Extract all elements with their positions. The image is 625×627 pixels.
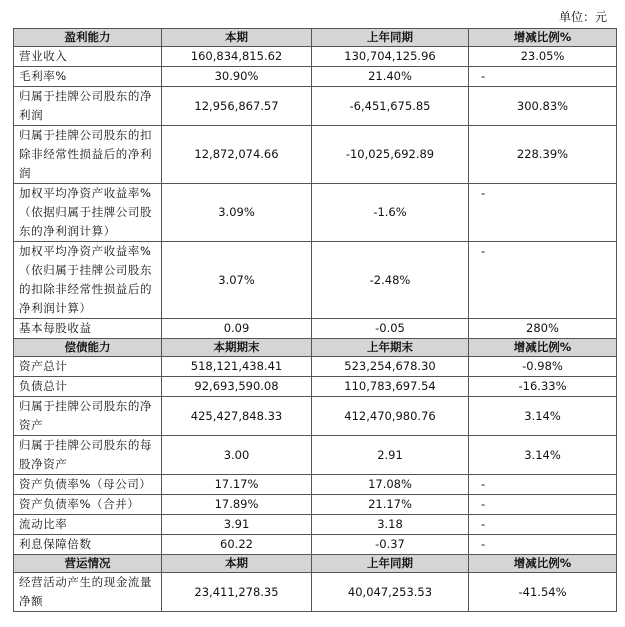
- change-value: 228.39%: [469, 126, 617, 184]
- header-cell: 增减比例%: [469, 29, 617, 47]
- current-value: 12,956,867.57: [162, 87, 312, 126]
- previous-value: 130,704,125.96: [312, 47, 469, 67]
- header-cell: 上年期末: [312, 339, 469, 357]
- section-header-solvency: [14, 339, 617, 357]
- current-value: 3.09%: [162, 184, 312, 242]
- header-cell: 盈利能力: [14, 29, 162, 47]
- previous-value: 21.40%: [312, 67, 469, 87]
- header-cell: 上年同期: [312, 29, 469, 47]
- previous-value: -0.37: [312, 535, 469, 555]
- current-value: 160,834,815.62: [162, 47, 312, 67]
- row-label: 归属于挂牌公司股东的扣除非经常性损益后的净利润: [14, 126, 162, 184]
- current-value: 92,693,590.08: [162, 377, 312, 397]
- row-label: 流动比率: [14, 515, 162, 535]
- row-label: 加权平均净资产收益率%（依归属于挂牌公司股东的扣除非经常性损益后的净利润计算）: [14, 242, 162, 319]
- header-cell: 增减比例%: [469, 339, 617, 357]
- previous-value: 17.08%: [312, 475, 469, 495]
- row-label: 基本每股收益: [14, 319, 162, 339]
- row-label: 归属于挂牌公司股东的每股净资产: [14, 436, 162, 475]
- change-value: -: [469, 515, 617, 535]
- previous-value: -10,025,692.89: [312, 126, 469, 184]
- row-label: 营业收入: [14, 47, 162, 67]
- header-cell: 增减比例%: [469, 555, 617, 573]
- change-value: 3.14%: [469, 397, 617, 436]
- previous-value: 523,254,678.30: [312, 357, 469, 377]
- change-value: 23.05%: [469, 47, 617, 67]
- table-row: [14, 515, 617, 535]
- header-cell: 本期: [162, 555, 312, 573]
- header-cell: 上年同期: [312, 555, 469, 573]
- table-row: [14, 475, 617, 495]
- table-row: [14, 397, 617, 436]
- header-cell: 本期: [162, 29, 312, 47]
- table-row: [14, 67, 617, 87]
- current-value: 60.22: [162, 535, 312, 555]
- row-label: 归属于挂牌公司股东的净利润: [14, 87, 162, 126]
- change-value: -0.98%: [469, 357, 617, 377]
- previous-value: 21.17%: [312, 495, 469, 515]
- current-value: 425,427,848.33: [162, 397, 312, 436]
- table-row: [14, 535, 617, 555]
- table-row: [14, 242, 617, 319]
- previous-value: 40,047,253.53: [312, 573, 469, 612]
- change-value: 300.83%: [469, 87, 617, 126]
- row-label: 毛利率%: [14, 67, 162, 87]
- change-value: -: [469, 184, 617, 242]
- row-label: 利息保障倍数: [14, 535, 162, 555]
- row-label: 负债总计: [14, 377, 162, 397]
- previous-value: 3.18: [312, 515, 469, 535]
- current-value: 17.17%: [162, 475, 312, 495]
- current-value: 3.07%: [162, 242, 312, 319]
- current-value: 12,872,074.66: [162, 126, 312, 184]
- current-value: 17.89%: [162, 495, 312, 515]
- table-row: [14, 87, 617, 126]
- table-row: [14, 126, 617, 184]
- table-row: [14, 377, 617, 397]
- table-row: [14, 495, 617, 515]
- section-header-operations: [14, 555, 617, 573]
- current-value: 518,121,438.41: [162, 357, 312, 377]
- previous-value: -1.6%: [312, 184, 469, 242]
- header-cell: 营运情况: [14, 555, 162, 573]
- financial-indicators-table: [13, 28, 617, 612]
- previous-value: 412,470,980.76: [312, 397, 469, 436]
- row-label: 经营活动产生的现金流量净额: [14, 573, 162, 612]
- current-value: 3.91: [162, 515, 312, 535]
- table-row: [14, 357, 617, 377]
- change-value: 3.14%: [469, 436, 617, 475]
- current-value: 23,411,278.35: [162, 573, 312, 612]
- previous-value: -0.05: [312, 319, 469, 339]
- table-row: [14, 184, 617, 242]
- change-value: -: [469, 535, 617, 555]
- row-label: 资产总计: [14, 357, 162, 377]
- header-cell: 偿债能力: [14, 339, 162, 357]
- row-label: 加权平均净资产收益率%（依据归属于挂牌公司股东的净利润计算）: [14, 184, 162, 242]
- change-value: -: [469, 495, 617, 515]
- table-row: [14, 573, 617, 612]
- previous-value: -6,451,675.85: [312, 87, 469, 126]
- row-label: 资产负债率%（母公司）: [14, 475, 162, 495]
- change-value: -: [469, 475, 617, 495]
- previous-value: -2.48%: [312, 242, 469, 319]
- change-value: -: [469, 67, 617, 87]
- row-label: 资产负债率%（合并）: [14, 495, 162, 515]
- table-row: [14, 319, 617, 339]
- current-value: 30.90%: [162, 67, 312, 87]
- change-value: 280%: [469, 319, 617, 339]
- section-header-profitability: [14, 29, 617, 47]
- current-value: 0.09: [162, 319, 312, 339]
- previous-value: 110,783,697.54: [312, 377, 469, 397]
- table-row: [14, 47, 617, 67]
- change-value: -: [469, 242, 617, 319]
- table-row: [14, 436, 617, 475]
- current-value: 3.00: [162, 436, 312, 475]
- previous-value: 2.91: [312, 436, 469, 475]
- change-value: -41.54%: [469, 573, 617, 612]
- change-value: -16.33%: [469, 377, 617, 397]
- row-label: 归属于挂牌公司股东的净资产: [14, 397, 162, 436]
- unit-label: 单位：元: [558, 10, 607, 24]
- header-cell: 本期期末: [162, 339, 312, 357]
